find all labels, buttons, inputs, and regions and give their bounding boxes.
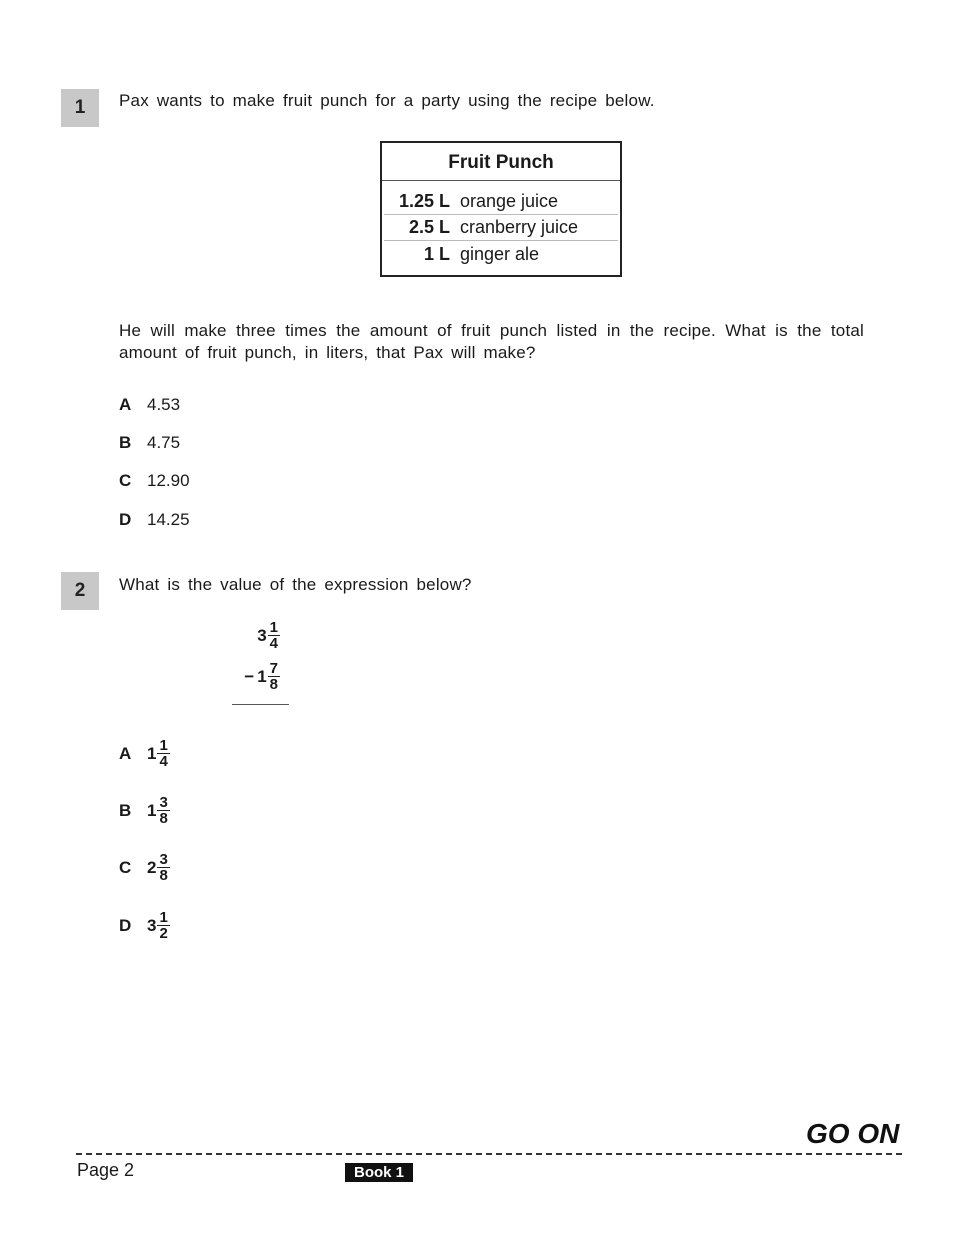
numerator: 1 [159, 909, 168, 926]
question-number-2: 2 [61, 572, 99, 610]
question-2-option-b[interactable] [119, 795, 170, 826]
question-2-option-c[interactable] [119, 852, 170, 883]
numerator: 3 [159, 851, 168, 868]
numerator: 1 [159, 737, 168, 754]
fraction [268, 661, 280, 692]
whole-number: 3 [147, 915, 157, 935]
option-text: 4.75 [147, 433, 181, 452]
question-1-followup: He will make three times the amount of fruit punch listed in the recipe. What is the total amount of fruit punch, in liters, that Pax will make? [119, 321, 864, 362]
fraction [157, 852, 169, 883]
question-1-option-a[interactable] [119, 395, 180, 415]
recipe-row [384, 215, 618, 241]
numerator: 1 [269, 619, 278, 636]
whole-number: 3 [257, 625, 267, 645]
option-text: 4.53 [147, 395, 181, 414]
denominator: 4 [159, 753, 168, 770]
numerator: 7 [269, 660, 278, 677]
page-number: Page 2 [77, 1160, 135, 1180]
expression-minuend [257, 620, 280, 651]
option-mixed-number [147, 910, 170, 941]
recipe-ingredient: orange juice [460, 191, 559, 211]
recipe-row [384, 189, 618, 215]
recipe-row [384, 241, 618, 267]
option-letter: B [119, 800, 132, 820]
recipe-amount: 2.5 L [408, 217, 450, 237]
recipe-ingredient: cranberry juice [460, 217, 579, 237]
denominator: 8 [159, 867, 168, 884]
denominator: 2 [159, 925, 168, 942]
question-1-option-b[interactable] [119, 433, 180, 453]
fraction [157, 795, 169, 826]
whole-number: 2 [147, 857, 157, 877]
question-2-option-d[interactable] [119, 910, 170, 941]
option-mixed-number [147, 795, 170, 826]
question-2-prompt: What is the value of the expression below? [119, 575, 472, 594]
question-1-option-d[interactable] [119, 510, 190, 530]
fraction [268, 620, 280, 651]
expression-rule [232, 704, 289, 705]
fraction [157, 738, 169, 769]
recipe-table [380, 141, 622, 277]
option-letter: B [119, 433, 132, 452]
recipe-title: Fruit Punch [382, 143, 620, 181]
option-letter: D [119, 510, 132, 529]
minus-sign: − [244, 666, 255, 686]
option-letter: C [119, 471, 132, 490]
whole-number: 1 [147, 743, 157, 763]
recipe-amount: 1 L [423, 243, 450, 264]
go-on-label: GO ON [806, 1118, 900, 1149]
recipe-ingredient: ginger ale [460, 243, 540, 264]
option-mixed-number [147, 738, 170, 769]
question-2-option-a[interactable] [119, 738, 170, 769]
recipe-amount: 1.25 L [398, 191, 450, 211]
whole-number: 1 [147, 800, 157, 820]
option-letter: D [119, 915, 132, 935]
footer-divider [76, 1153, 902, 1155]
option-mixed-number [147, 852, 170, 883]
book-label: Book 1 [345, 1163, 413, 1182]
option-letter: A [119, 743, 132, 763]
option-letter: A [119, 395, 132, 414]
fraction [157, 910, 169, 941]
question-1-prompt: Pax wants to make fruit punch for a party using the recipe below. [119, 91, 655, 110]
denominator: 8 [269, 676, 278, 693]
denominator: 4 [269, 635, 278, 652]
numerator: 3 [159, 794, 168, 811]
question-number-1: 1 [61, 89, 99, 127]
subtraction-expression [232, 620, 290, 692]
whole-number: 1 [257, 666, 267, 686]
denominator: 8 [159, 810, 168, 827]
expression-subtrahend [244, 661, 280, 692]
option-text: 14.25 [147, 510, 190, 529]
option-text: 12.90 [147, 471, 190, 490]
question-1-option-c[interactable] [119, 471, 190, 491]
option-letter: C [119, 857, 132, 877]
